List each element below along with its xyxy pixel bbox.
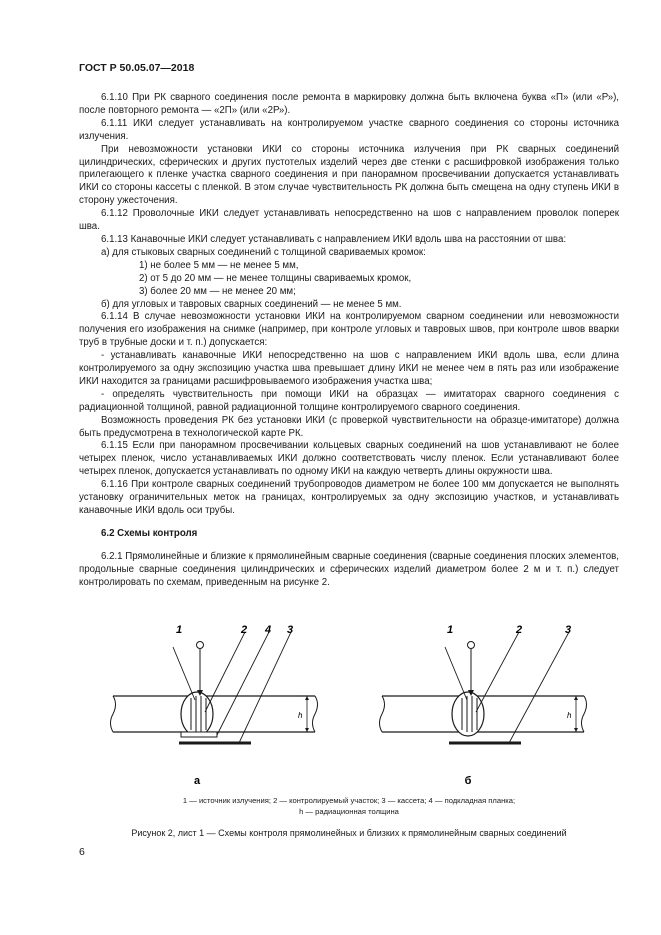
label-a-h: h xyxy=(298,711,303,720)
label-a-4: 4 xyxy=(265,624,272,636)
paragraph-rk-without-iki: Возможность проведения РК без установки ИКИ (с проверкой чувствительности на образце-имитаторе) должна быть предусмотрена в технологической карте РК. xyxy=(79,414,619,439)
legend-line-1: 1 — источник излучения; 2 — контролируемый участок; 3 — кассета; 4 — подкладная планка; xyxy=(182,796,516,805)
label-a-3: 3 xyxy=(287,624,294,636)
document-header: ГОСТ Р 50.05.07—2018 xyxy=(79,62,195,74)
label-a-1: 1 xyxy=(176,624,183,636)
radiation-source-icon xyxy=(468,642,475,649)
legend-line-2: h — радиационная толщина xyxy=(299,807,399,816)
paragraph-6-1-16: 6.1.16 При контроле сварных соединений трубопроводов диаметром не более 100 мм допускается не выполнять установку ограничительных меток на границах, контролируемых за одну экспозицию участков, и устанавливать канавочные ИКИ вдоль оси трубы. xyxy=(79,479,619,516)
label-b-2: 2 xyxy=(516,624,523,636)
paragraph-iki-cassette: При невозможности установки ИКИ со стороны источника излучения при РК сварных соединений цилиндрических, сферических и других пустотелых изделий через две стенки с расшифровкой изображения только прилегающего к пленке участка сварного соединения и при панорамном просвечивании допускается устанавливать ИКИ со стороны кассеты с пленкой. В этом случае чувствительность РК должна быть смещена на одну ступень ИКИ в сторону ужесточения. xyxy=(79,143,619,207)
weld-seam xyxy=(452,692,484,736)
paragraph-6-1-15: 6.1.15 Если при панорамном просвечивании кольцевых сварных соединений на шов устанавливают не более четырех пленок, число устанавливаемых ИКИ должно соответствовать числу пленок. Если устанавливают более четырех пленок, допускается устанавливать по одному ИКИ на каждую четверть длины окружности шва. xyxy=(79,440,619,478)
paragraph-6-1-11: 6.1.11 ИКИ следует устанавливать на контролируемом участке сварного соединения со стороны источника излучения. xyxy=(79,117,619,142)
paragraph-6-1-10: 6.1.10 При РК сварного соединения после ремонта в маркировку должна быть включена буква «П» (или «Р»), после повторного ремонта — «2П» (или «2Р»). xyxy=(79,92,619,116)
list-item-a: а) для стыковых сварных соединений с толщиной свариваемых кромок: xyxy=(101,246,426,258)
label-b-1: 1 xyxy=(447,624,454,636)
list-item-b: б) для угловых и тавровых сварных соединений — не менее 5 мм. xyxy=(101,298,402,310)
scheme-b xyxy=(380,632,587,743)
list-item-a1: 1) не более 5 мм — не менее 5 мм, xyxy=(139,259,299,271)
backing-strip xyxy=(181,732,217,737)
dash-item-1: - устанавливать канавочные ИКИ непосредственно на шов с направлением ИКИ вдоль шва, если длина контролируемого за одну экспозицию участка шва превышает длину ИКИ не менее чем в пять раз или изображение ИКИ находится за границами расшифровываемого изображения участка шва; xyxy=(79,350,619,387)
figure-legend xyxy=(79,795,619,817)
radiation-source-icon xyxy=(197,642,204,649)
paragraph-6-1-12: 6.1.12 Проволочные ИКИ следует устанавливать непосредственно на шов с направлением проволок поперек шва. xyxy=(79,208,619,233)
section-heading-6-2: 6.2 Схемы контроля xyxy=(101,527,198,539)
list-item-a3: 3) более 20 мм — не менее 20 мм; xyxy=(139,285,296,297)
scheme-a-letter: а xyxy=(193,775,201,787)
dash-item-2: - определять чувствительность при помощи ИКИ на образцах — имитаторах сварного соединения с радиационной толщиной, равной радиационной толщине контролируемого сварного соединения. xyxy=(79,388,619,413)
paragraph-6-1-13: 6.1.13 Канавочные ИКИ следует устанавливать с направлением ИКИ вдоль шва на расстоянии от шва: xyxy=(101,233,567,245)
label-b-3: 3 xyxy=(565,624,572,636)
figure-caption: Рисунок 2, лист 1 — Схемы контроля прямолинейных и близких к прямолинейным сварных соединений xyxy=(131,828,567,838)
paragraph-6-2-1: 6.2.1 Прямолинейные и близкие к прямолинейным сварные соединения (сварные соединения плоских элементов, продольные сварные соединения цилиндрических и сферических изделий диаметром более 2 м и т. п.) следует контролировать по схемам, приведенным на рисунке 2. xyxy=(79,550,619,588)
paragraph-6-1-14: 6.1.14 В случае невозможности установки ИКИ на контролируемом сварном соединении или невозможности получения его изображения на снимке (например, при контроле угловых и тавровых швов, при контроле швов вварки труб в трубные доски и т. п.) допускается: xyxy=(79,311,619,349)
label-a-2: 2 xyxy=(241,624,248,636)
scheme-a xyxy=(111,632,318,743)
list-item-a2: 2) от 5 до 20 мм — не менее толщины свариваемых кромок, xyxy=(139,272,412,284)
page-number: 6 xyxy=(79,846,85,858)
weld-seam xyxy=(181,692,213,736)
label-b-h: h xyxy=(567,711,572,720)
figure-2-diagram xyxy=(79,612,619,812)
document-body xyxy=(79,92,619,590)
scheme-b-letter: б xyxy=(464,775,472,787)
